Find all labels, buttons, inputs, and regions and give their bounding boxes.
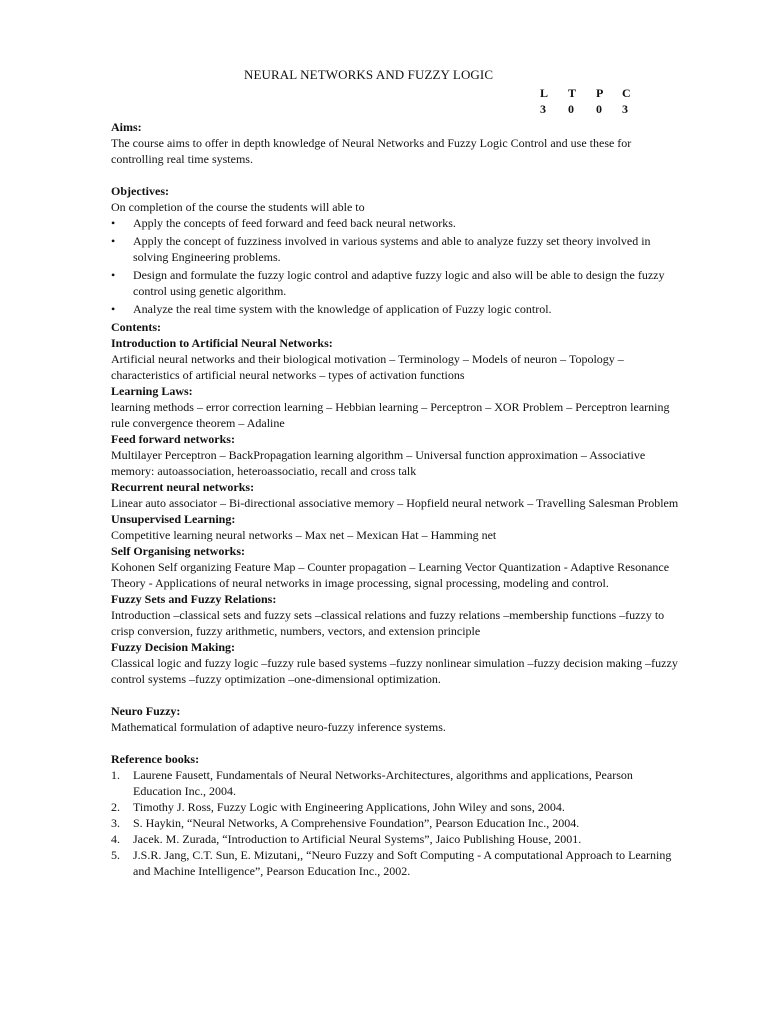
credit-value-c: 3 [622,102,628,116]
section-heading: Unsupervised Learning: [111,512,236,526]
section-heading: Fuzzy Decision Making: [111,640,235,654]
objectives-heading: Objectives: [111,184,169,198]
credit-label-c: C [622,86,631,100]
credits-header-row [540,85,640,101]
list-item: • Analyze the real time system with the knowledge of application of Fuzzy logic control. [111,302,552,316]
credit-label-l: L [540,86,549,100]
references-list [111,767,681,879]
aims-text: The course aims to offer in depth knowledge of Neural Networks and Fuzzy Logic Control and use these for controlling real time systems. [111,136,632,166]
list-item [111,831,681,847]
section-text: Linear auto associator – Bi-directional associative memory – Hopfield neural network – Travelling Salesman Problem [111,496,679,510]
list-item [111,815,681,831]
section-text: Classical logic and fuzzy logic –fuzzy rule based systems –fuzzy nonlinear simulation –fuzzy decision making –fuzzy control systems –fuzzy optimization –one-dimensional optimization. [111,656,678,686]
list-item: • Design and formulate the fuzzy logic control and adaptive fuzzy logic and also will be able to design the fuzzy control using genetic algorithm. [111,268,665,298]
reference-number: 4. [111,832,120,846]
section-heading: Feed forward networks: [111,432,235,446]
credit-label-t: T [568,86,577,100]
syllabus-body [111,119,681,879]
list-item: • Apply the concepts of feed forward and feed back neural networks. [111,216,456,230]
credit-value-p: 0 [596,102,602,116]
bullet-icon: • [111,302,116,316]
reference-text: S. Haykin, “Neural Networks, A Comprehensive Foundation”, Pearson Education Inc., 2004. [133,816,580,830]
credit-value-t: 0 [568,102,574,116]
section-text: Artificial neural networks and their biological motivation – Terminology – Models of neuron – Topology – characteristics of artificial neural networks – types of activation functions [111,352,624,382]
list-item [111,847,681,879]
reference-number: 5. [111,848,120,862]
credit-value-l: 3 [540,102,546,116]
section-heading: Recurrent neural networks: [111,480,255,494]
references-heading: Reference books: [111,752,200,766]
section-text: Kohonen Self organizing Feature Map – Counter propagation – Learning Vector Quantization - Adaptive Resonance Theory - Applications of neural networks in image processing, signal processing, modeling and control. [111,560,670,590]
bullet-icon: • [111,216,116,230]
objectives-intro: On completion of the course the students will able to [111,200,365,214]
section-text: learning methods – error correction learning – Hebbian learning – Perceptron – XOR Problem – Perceptron learning rule convergence theorem – Adaline [111,400,670,430]
bullet-icon: • [111,234,116,248]
bullet-icon: • [111,268,116,282]
section-heading: Fuzzy Sets and Fuzzy Relations: [111,592,277,606]
section-heading: Learning Laws: [111,384,193,398]
reference-text: J.S.R. Jang, C.T. Sun, E. Mizutani,, “Neuro Fuzzy and Soft Computing - A computational Approach to Learning and Machine Intelligence”, Pearson Education Inc., 2002. [133,848,672,878]
list-item [111,767,681,799]
credit-label-p: P [596,86,604,100]
neuro-fuzzy-text: Mathematical formulation of adaptive neuro-fuzzy inference systems. [111,720,446,734]
section-heading: Self Organising networks: [111,544,246,558]
reference-number: 2. [111,800,120,814]
list-item [111,799,681,815]
credits-value-row [540,101,640,117]
aims-heading: Aims: [111,120,142,134]
list-item: • Apply the concept of fuzziness involved in various systems and able to analyze fuzzy set theory involved in solving Engineering problems. [111,234,651,264]
neuro-fuzzy-heading: Neuro Fuzzy: [111,704,181,718]
section-text: Multilayer Perceptron – BackPropagation learning algorithm – Universal function approximation – Associative memory: autoassociation, heteroassociatio, recall and cross talk [111,448,646,478]
section-heading: Introduction to Artificial Neural Networks: [111,336,333,350]
reference-number: 3. [111,816,120,830]
section-text: Introduction –classical sets and fuzzy sets –classical relations and fuzzy relations –membership functions –fuzzy to crisp conversion, fuzzy arithmetic, numbers, vectors, and extension principle [111,608,665,638]
contents-heading: Contents: [111,320,161,334]
reference-text: Timothy J. Ross, Fuzzy Logic with Engineering Applications, John Wiley and sons, 2004. [133,800,565,814]
reference-number: 1. [111,768,120,782]
document-title: NEURAL NETWORKS AND FUZZY LOGIC [244,67,494,82]
reference-text: Laurene Fausett, Fundamentals of Neural Networks-Architectures, algorithms and applications, Pearson Education Inc., 2004. [133,768,633,798]
reference-text: Jacek. M. Zurada, “Introduction to Artificial Neural Systems”, Jaico Publishing House, 2001. [133,832,582,846]
objectives-list [111,215,681,317]
section-text: Competitive learning neural networks – Max net – Mexican Hat – Hamming net [111,528,497,542]
